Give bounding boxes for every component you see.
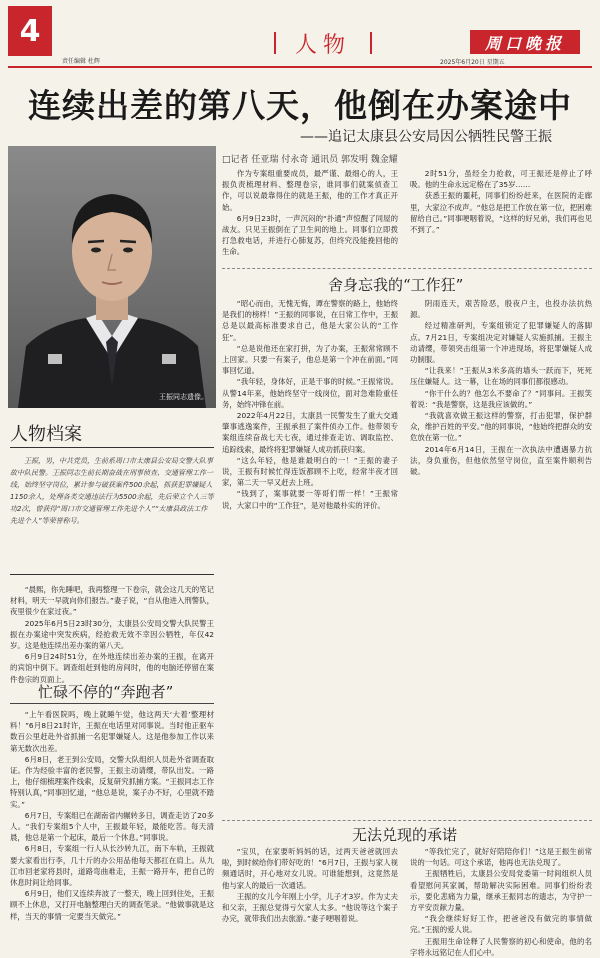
paragraph: “总是说他还在家打拼，为了办案，王振常常顾不上回家。只要一有案子，他总是第一个冲在前面。”同事回忆道。 <box>222 343 398 376</box>
editor-line: 责任编辑 杜辉 <box>62 58 100 65</box>
header-rule <box>8 66 592 68</box>
subhead: ——追记太康县公安局因公牺牲民警王振 <box>300 129 552 145</box>
col2-top <box>222 168 398 264</box>
col2-bottom <box>222 846 398 924</box>
col3-mid <box>410 298 592 818</box>
paragraph: 2025年6月5日23时30分，太康县公安局交警大队民警王振在办案途中突发疾病，经抢救无效不幸因公牺牲，年仅42岁。这是他连续出差办案的第八天。 <box>10 618 214 651</box>
paragraph: 经过精准研判，专案组锁定了犯罪嫌疑人的落脚点。7月21日，专案组决定对嫌疑人实施抓捕。王振主动请缨，带领突击组第一个冲进现场，将犯罪嫌疑人成功制服。 <box>410 321 592 365</box>
photo-caption: 王振同志遗像。 <box>159 393 208 401</box>
headline: 连续出差的第八天，他倒在办案途中 <box>28 86 572 125</box>
newspaper-logo: 周口晚报 <box>470 30 580 54</box>
paragraph: 6月8日，老王到公安局，交警大队组织人员赴外省调查取证。作为经验丰富的老民警，王振主动请缨，带队出发。一路上，他仔细梳理案件线索，反复研究抓捕方案。“王振同志工作特别认真，”同事回忆道，“他总是说，案子办不好，心里就不踏实。” <box>10 754 214 809</box>
profile-rule <box>10 447 214 448</box>
portrait-photo <box>8 146 216 408</box>
col1-body <box>10 709 214 921</box>
paragraph: “上午看医院吗，晚上就睡午觉，他这两天‘大着’整理材料！”6月8日21时许，王振在电话里对同事说。当时他正驱车数百公里赶赴外省抓捕一名犯罪嫌疑人。这是他参加工作以来第无数次出差。 <box>10 710 214 753</box>
paragraph: 6月9日24时51分，在外地连续出差办案的王振，在离开的宾馆中倒下。调查组赶到他的房间时，他的电脑还停留在案件卷宗的页面上。 <box>10 652 214 684</box>
paragraph: 6月9日，他们又连续奔波了一整天，晚上回到住处，王振顾不上休息，又打开电脑整理白天的调查笔录。“他做事就是这样，当天的事情一定要当天做完。” <box>10 889 214 921</box>
paragraph: “这么年轻，他是谁最明白的一！”王振的妻子说，王振有时候忙得连饭都顾不上吃，经常半夜才回家，第二天一早又赶去上班。 <box>222 455 398 488</box>
paragraph: 作为专案组重要成员，最严谨、最细心的人，王振负责梳理材料、整理卷宗，谁同事们就案侦查工作，可以说最靠得住的就是王振，他的工作才真正开始。 <box>222 169 398 212</box>
profile-rule-bottom <box>10 574 214 575</box>
paragraph: “让我来！”王振从3米多高的墙头一跃而下，死死压住嫌疑人。这一幕，让在场的同事们都很感动。 <box>410 366 592 387</box>
section-heading-2: 舍身忘我的“工作狂” <box>328 276 464 294</box>
paragraph: 2014年6月14日，王振在一次执法中遭遇暴力抗法，身负重伤，但他依然坚守岗位，直至案件顺利告破。 <box>410 444 592 477</box>
col2-mid <box>222 298 398 818</box>
paragraph: “你干什么的？他怎么不要命了？”同事问。王振笑着说：“我是警察，这是我应该做的。” <box>410 388 592 409</box>
paragraph: “我年轻，身体好，正是干事的时候。”王振常说。从警14年来，他始终坚守一线岗位，面对急难险重任务，始终冲锋在前。 <box>222 377 398 409</box>
paragraph: “等我忙完了，就好好陪陪你们！”这是王振生前常说的一句话。可这个承诺，他再也无法兑现了。 <box>410 847 592 868</box>
page-number: 4 <box>8 6 52 56</box>
paragraph: “钱到了，案事就要一等哥们帮一样！”王振常说，大家口中的“工作狂”，是对他最朴实的评价。 <box>222 489 398 510</box>
paragraph: 王振的女儿今年刚上小学，儿子才3岁。作为丈夫和父亲，王振总觉得亏欠家人太多。“他说等这个案子办完，就带我们出去旅游。”妻子哽咽着说。 <box>222 891 398 924</box>
paragraph: “我会继续好好工作，把爸爸没有做完的事情做完。”王振的爱人说。 <box>410 914 592 935</box>
divider <box>222 820 592 821</box>
col1-intro <box>10 584 214 684</box>
paragraph: 6月9日23时，一声沉闷的“扑通”声惊醒了同屋的战友。只见王振倒在了卫生间的地上。同事们立即拨打急救电话，并进行心肺复苏，但终究没能挽回他的生命。 <box>222 213 398 257</box>
col3-top <box>410 168 592 264</box>
date-line: 2025年6月20日 星期五 <box>440 59 505 66</box>
profile-text: 王振，男，中共党员，生前系周口市太康县公安局交警大队事故中队民警。王振同志生前长期奋战在刑事侦查、交通管理工作一线，始终坚守岗位，累计参与破获案件500余起，抓获犯罪嫌疑人1150余人，处理各类交通违法行为5500余起，先后荣立个人三等功2次，曾获得“周口市交通管理工作先进个人”“太康县政法工作先进个人”等荣誉称号。 <box>10 457 214 525</box>
paragraph: 阴雨连天，艰苦险恶，殷夜户主，也投办法抗热源。 <box>410 299 592 320</box>
paragraph: 6月8日，专案组一行人从长沙转九江，南下车轨，王振就要大家看出行李，几十斤的办公用品他每天都扛在肩上。从九江市回老家将县时，道路弯曲难走，王振一路开车，把自己的休息时间让给同事。 <box>10 844 214 888</box>
byline: □记者 任亚瑞 付永奇 通讯员 郭发明 魏金耀 <box>222 155 398 165</box>
paragraph: “我就喜欢做王振这样的警察，打击犯罪，保护群众，维护百姓的平安。”他的同事说，“他始终把群众的安危放在第一位。” <box>410 411 592 443</box>
paragraph: “昭心而由，无愧无悔，谭在警察的路上，他始终是我们的榜样！”王振的同事说，在日常工作中，王振总是以最高标准要求自己，他是大家公认的“工作狂”。 <box>222 299 398 342</box>
paragraph: 2时51分，虽经全力抢救，可王振还是停止了呼吸。他的生命永远定格在了35岁…… <box>410 169 592 190</box>
paragraph: 6月7日，专案组已在湖南省内辗转多日，调查走访了20多人。“我们专案组5个人中，王振最年轻，最能吃苦。每天清晨，他总是第一个起床，最后一个休息。”同事说。 <box>10 810 214 843</box>
paragraph: 王振牺牲后，太康县公安局党委第一时间组织人员看望慰问其家属，帮助解决实际困难。同事们纷纷表示，要化悲痛为力量，继承王振同志的遗志，为守护一方平安贡献力量。 <box>410 869 592 913</box>
section-heading-1: 忙碌不停的“奔跑者” <box>38 683 174 701</box>
paragraph: “宝贝，在家要听妈妈的话，过两天爸爸就回去啦，到时候给你们带好吃的！”6月7日，王振与家人视频通话时，开心地对女儿说。可谁能想到，这竟然是他与家人的最后一次通话。 <box>222 847 398 890</box>
paragraph: 2022年4月22日，太康县一民警发生了重大交通肇事逃逸案件，王振承担了案件侦办工作。他带领专案组连续奋战七天七夜，通过排查走访、调取监控、追踪线索，最终将犯罪嫌疑人成功抓获归案。 <box>222 411 398 454</box>
col3-bottom <box>410 846 592 957</box>
masthead <box>0 0 600 70</box>
section-heading-3: 无法兑现的承诺 <box>352 826 458 844</box>
paragraph: “晨熙，你先睡吧，我再整理一下卷宗，就会这几天的笔记材料，明天一早就向你们报告。”妻子说，“自从他进入刑警队，夜里很少在家过夜。” <box>10 585 214 617</box>
paragraph: 获悉王振的噩耗，同事们纷纷赶来，在医院的走廊里，大家泣不成声。“他总是把工作放在第一位，把困难留给自己。”同事哽咽着说，“这样的好兄弟，我们再也见不到了。” <box>410 191 592 235</box>
section-title: 人物 <box>268 28 378 59</box>
divider <box>222 268 592 269</box>
paragraph: 王振用生命诠释了人民警察的初心和使命，他的名字将永远铭记在人们心中。 <box>410 936 592 957</box>
section-rule <box>10 703 214 704</box>
profile-title: 人物档案 <box>10 424 82 445</box>
